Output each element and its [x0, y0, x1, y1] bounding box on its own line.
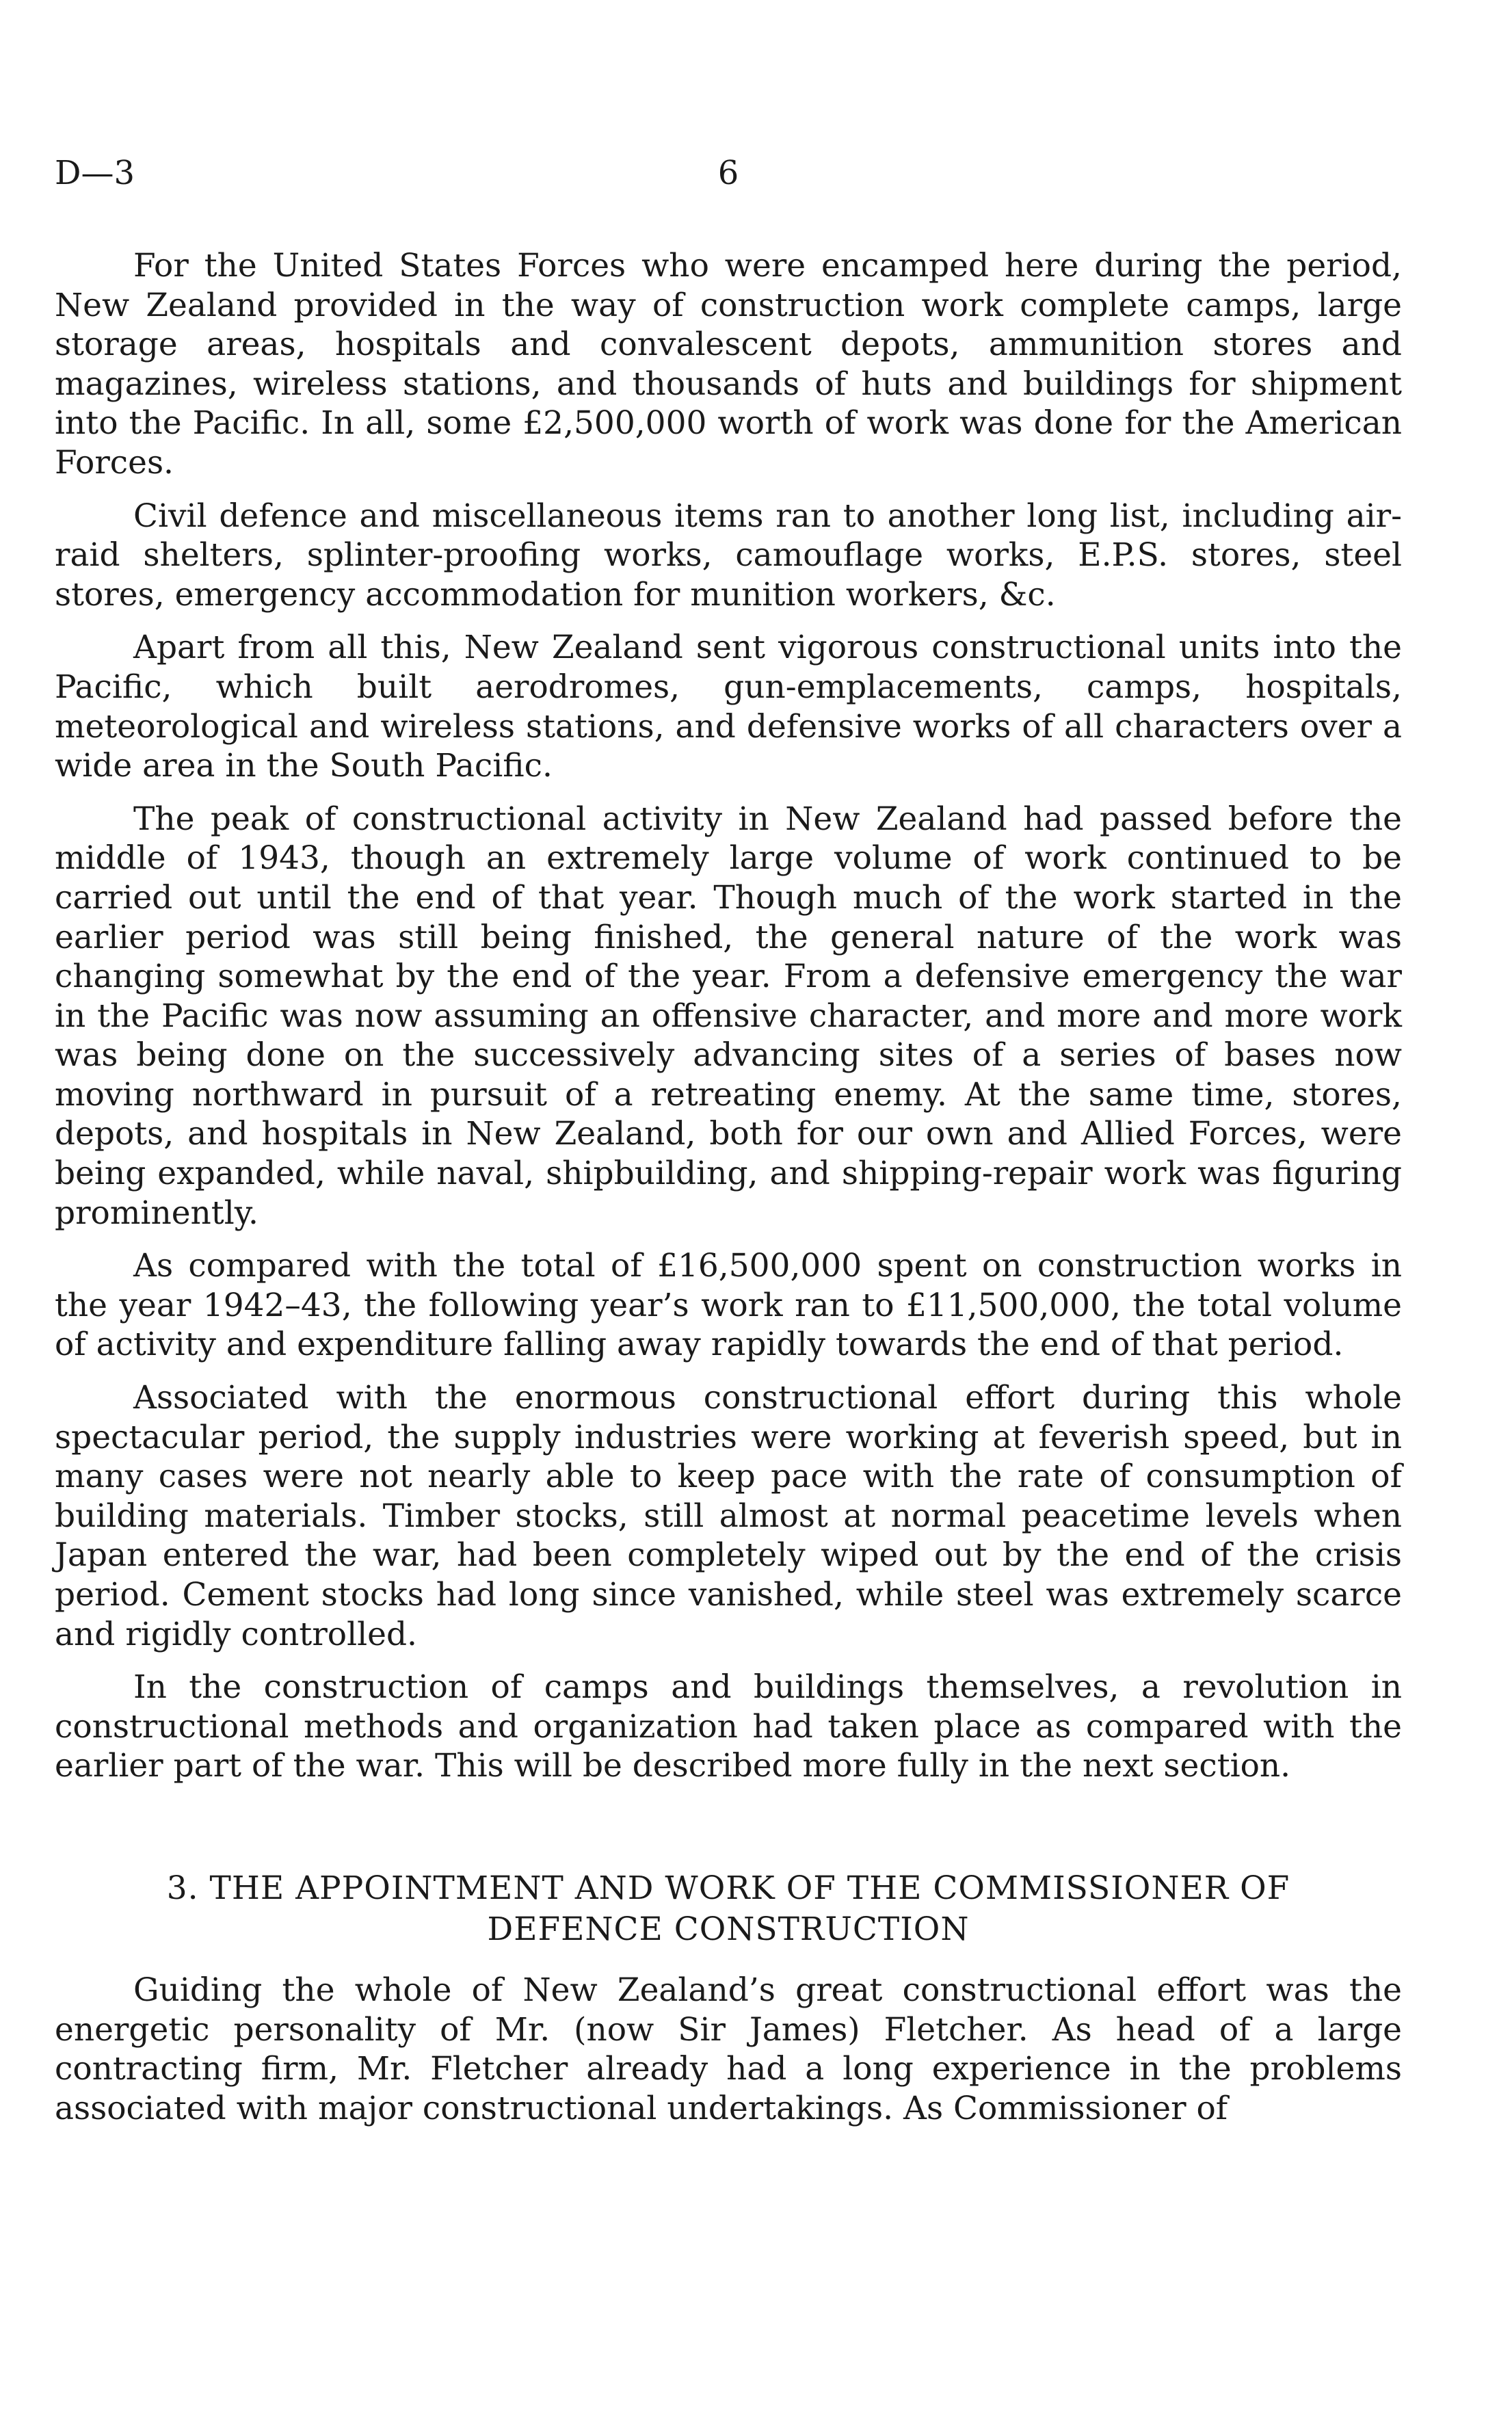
paragraph-expenditure: As compared with the total of £16,500,000 spent on construction works in the year 1942–43, the following year’s work ran to £11,500,000, the total volume of activity and expenditure falling away rapidly towards the end of that period. — [55, 1247, 1402, 1364]
page-number: 6 — [717, 154, 739, 192]
paragraph-peak-activity: The peak of constructional activity in New Zealand had passed before the middle of 1943, though an extremely large volume of work continued to be carried out until the end of that year. Though much of the work started in the earlier period was still being finished, the general nature of the work was changing somewhat by the end of the year. From a defensive emergency the war in the Pacific was now assuming an offensive character, and more and more work was being done on the successively advancing sites of a series of bases now moving northward in pursuit of a retreating enemy. At the same time, stores, depots, and hospitals in New Zealand, both for our own and Allied Forces, were being expanded, while naval, shipbuilding, and shipping-repair work was figuring prominently. — [55, 800, 1402, 1232]
paragraph-civil-defence: Civil defence and miscellaneous items ran to another long list, including air-raid shelters, splinter-proofing works, camouflage works, E.P.S. stores, steel stores, emergency accommodation for munition workers, &c. — [55, 497, 1402, 614]
paragraph-revolution-methods: In the construction of camps and buildings themselves, a revolution in constructional methods and organization had taken place as compared with the earlier part of the war. This will be described more fully in the next section. — [55, 1668, 1402, 1785]
document-reference: D—3 — [55, 154, 135, 192]
paragraph-supply-industries: Associated with the enormous constructional effort during this whole spectacular period, the supply industries were working at feverish speed, but in many cases were not nearly able to keep pace with the rate of consumption of building materials. Timber stocks, still almost at normal peacetime levels when Japan entered the war, had been completely wiped out by the end of the crisis period. Cement stocks had long since vanished, while steel was extremely scarce and rigidly controlled. — [55, 1379, 1402, 1653]
section-heading — [55, 1868, 1402, 1950]
paragraph-fletcher: Guiding the whole of New Zealand’s great constructional effort was the energetic personality of Mr. (now Sir James) Fletcher. As head of a large contracting firm, Mr. Fletcher already had a long experience in the problems associated with major constructional undertakings. As Commissioner of — [55, 1971, 1402, 2127]
paragraph-pacific-units: Apart from all this, New Zealand sent vigorous constructional units into the Pacific, which built aerodromes, gun-emplacements, camps, hospitals, meteorological and wireless stations, and defensive works of all characters over a wide area in the South Pacific. — [55, 629, 1402, 785]
section-heading-line-1: 3. THE APPOINTMENT AND WORK OF THE COMMISSIONER OF — [166, 1869, 1290, 1907]
page-body — [55, 246, 1402, 2142]
page-header — [55, 154, 1402, 195]
paragraph-us-forces: For the United States Forces who were encamped here during the period, New Zealand provided in the way of construction work complete camps, large storage areas, hospitals and convalescent depots, ammunition stores and magazines, wireless stations, and thousands of huts and buildings for shipment into the Pacific. In all, some £2,500,000 worth of work was done for the American Forces. — [55, 247, 1402, 482]
section-heading-line-2: DEFENCE CONSTRUCTION — [487, 1910, 970, 1948]
